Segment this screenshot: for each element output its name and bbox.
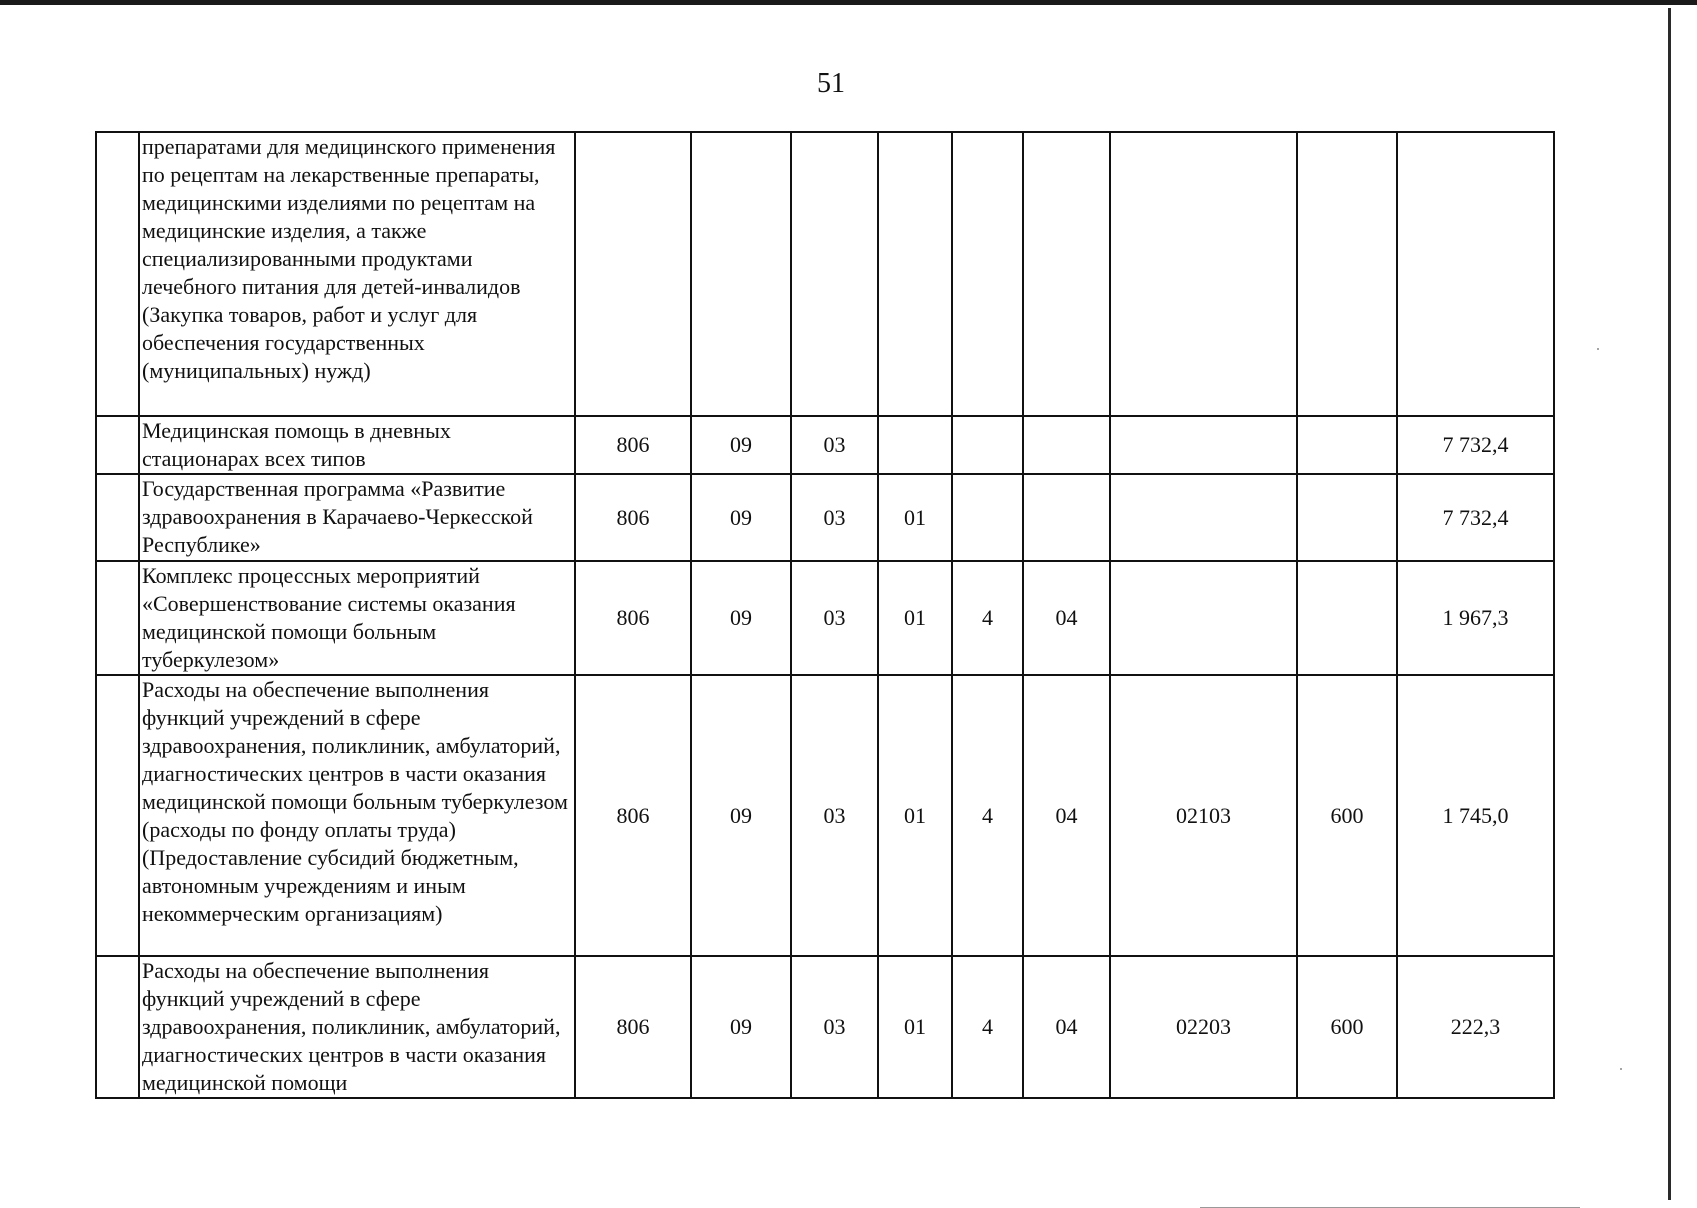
col-structural-element-code (1023, 416, 1110, 474)
row-description: Расходы на обеспечение выполнения функций учреждений в сфере здравоохранения, поликлиник, амбулаторий, диагностических центров в части оказания медицинской помощи больным туберкулезом (расходы по фонду оплаты труда) (Предоставление субсидий бюджетным, автономным учреждениям и иным некоммерческим организациям) (139, 675, 575, 956)
col-section-code: 09 (691, 416, 791, 474)
col-direction-code (1110, 416, 1297, 474)
budget-table (95, 131, 1555, 1099)
scan-top-border (0, 0, 1697, 5)
scan-right-border (1668, 8, 1671, 1200)
row-description: Расходы на обеспечение выполнения функций учреждений в сфере здравоохранения, поликлиник, амбулаторий, диагностических центров в части оказания медицинской помощи (139, 956, 575, 1098)
row-description: Комплекс процессных мероприятий «Совершенствование системы оказания медицинской помощи больным туберкулезом» (139, 561, 575, 675)
row-number-cell (96, 956, 139, 1098)
col-ministry-code: 806 (575, 416, 691, 474)
col-amount (1397, 132, 1554, 416)
col-expense-type-code (1297, 132, 1397, 416)
col-ministry-code: 806 (575, 956, 691, 1098)
col-program-code: 01 (878, 561, 952, 675)
col-expense-type-code (1297, 561, 1397, 675)
col-section-code: 09 (691, 561, 791, 675)
col-program-type-code (952, 474, 1023, 561)
col-direction-code (1110, 561, 1297, 675)
col-subsection-code: 03 (791, 474, 878, 561)
col-subsection-code: 03 (791, 561, 878, 675)
col-section-code (691, 132, 791, 416)
table-row (96, 132, 1554, 416)
col-expense-type-code (1297, 416, 1397, 474)
col-structural-element-code (1023, 132, 1110, 416)
table-row (96, 675, 1554, 956)
table-row (96, 474, 1554, 561)
col-section-code: 09 (691, 956, 791, 1098)
row-description: Государственная программа «Развитие здравоохранения в Карачаево-Черкесской Республике» (139, 474, 575, 561)
col-program-type-code (952, 416, 1023, 474)
col-section-code: 09 (691, 675, 791, 956)
col-subsection-code: 03 (791, 675, 878, 956)
table-row (96, 416, 1554, 474)
row-number-cell (96, 132, 139, 416)
col-structural-element-code (1023, 474, 1110, 561)
col-program-type-code: 4 (952, 956, 1023, 1098)
col-expense-type-code: 600 (1297, 675, 1397, 956)
col-direction-code: 02103 (1110, 675, 1297, 956)
table-row (96, 956, 1554, 1098)
col-expense-type-code: 600 (1297, 956, 1397, 1098)
col-program-code (878, 416, 952, 474)
col-direction-code (1110, 474, 1297, 561)
col-structural-element-code: 04 (1023, 675, 1110, 956)
col-structural-element-code: 04 (1023, 956, 1110, 1098)
row-number-cell (96, 416, 139, 474)
col-structural-element-code: 04 (1023, 561, 1110, 675)
col-amount: 7 732,4 (1397, 474, 1554, 561)
row-description: Медицинская помощь в дневных стационарах всех типов (139, 416, 575, 474)
col-program-code: 01 (878, 675, 952, 956)
page-number: 51 (817, 68, 845, 99)
col-subsection-code (791, 132, 878, 416)
col-ministry-code (575, 132, 691, 416)
col-subsection-code: 03 (791, 416, 878, 474)
col-ministry-code: 806 (575, 675, 691, 956)
col-expense-type-code (1297, 474, 1397, 561)
col-program-type-code: 4 (952, 675, 1023, 956)
table-row (96, 561, 1554, 675)
col-amount: 222,3 (1397, 956, 1554, 1098)
col-program-type-code (952, 132, 1023, 416)
row-number-cell (96, 675, 139, 956)
col-program-type-code: 4 (952, 561, 1023, 675)
col-amount: 1 745,0 (1397, 675, 1554, 956)
row-description: препаратами для медицинского применения по рецептам на лекарственные препараты, медицинскими изделиями по рецептам на медицинские изделия, а также специализированными продуктами лечебного питания для детей-инвалидов (Закупка товаров, работ и услуг для обеспечения государственных (муниципальных) нужд) (139, 132, 575, 416)
col-direction-code: 02203 (1110, 956, 1297, 1098)
col-section-code: 09 (691, 474, 791, 561)
row-number-cell (96, 474, 139, 561)
col-amount: 1 967,3 (1397, 561, 1554, 675)
col-subsection-code: 03 (791, 956, 878, 1098)
col-program-code: 01 (878, 956, 952, 1098)
col-ministry-code: 806 (575, 474, 691, 561)
col-amount: 7 732,4 (1397, 416, 1554, 474)
col-ministry-code: 806 (575, 561, 691, 675)
col-program-code: 01 (878, 474, 952, 561)
col-direction-code (1110, 132, 1297, 416)
scan-speck (1597, 348, 1599, 350)
col-program-code (878, 132, 952, 416)
row-number-cell (96, 561, 139, 675)
scan-speck (1620, 1068, 1622, 1070)
